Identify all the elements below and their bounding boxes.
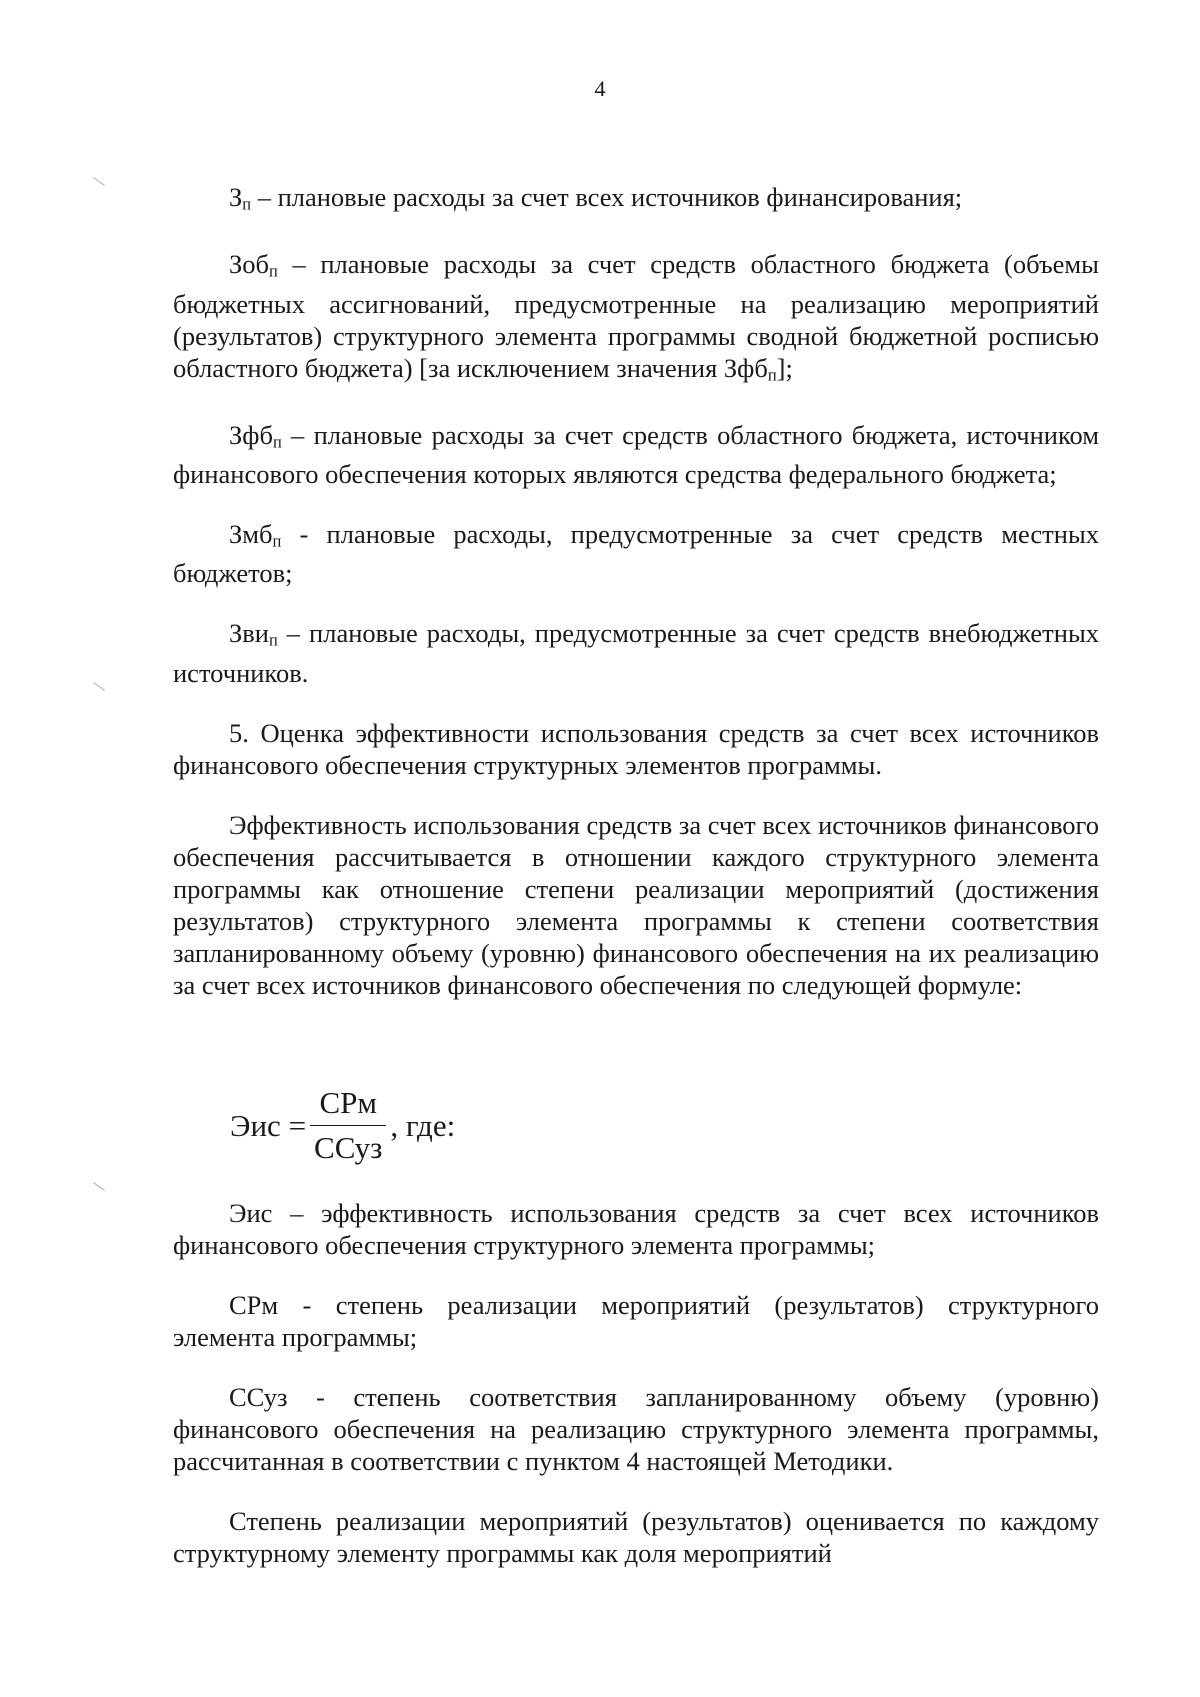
scan-mark [93, 1182, 105, 1191]
scan-mark [93, 177, 105, 186]
document-body [173, 181, 1099, 1029]
subscript: п [242, 194, 252, 214]
definition-zvi [173, 617, 1099, 688]
symbol: Зоб [229, 249, 270, 280]
formula-denominator: ССуз [310, 1125, 386, 1166]
formula-fraction [310, 1085, 386, 1166]
definition-text: - плановые расходы, предусмотренные за счет средств местных бюджетов; [173, 519, 1099, 589]
definition-zob [173, 248, 1099, 391]
formula-suffix: , где: [390, 1107, 456, 1143]
subscript: п [268, 630, 278, 650]
page-number: 4 [594, 76, 606, 101]
definition-text: – плановые расходы за счет средств областного бюджета, источником финансового обеспечения которых являются средства федерального бюджета; [173, 419, 1099, 490]
definition-tail: ]; [776, 352, 793, 383]
subscript: п [269, 261, 278, 281]
definition-ssuz: ССуз - степень соответствия запланированному объему (уровню) финансового обеспечения на реализацию структурного элемента программы, рассчитанная в соответствии с пунктом 4 настоящей Методики. [173, 1382, 1099, 1476]
definition-zp [173, 181, 1099, 220]
symbol: Зви [229, 618, 269, 649]
definition-text: – плановые расходы, предусмотренные за счет средств внебюджетных источников. [173, 618, 1099, 688]
formula-numerator: СРм [319, 1085, 377, 1120]
definitions-bottom [173, 1197, 1099, 1597]
definition-text: – плановые расходы за счет средств областного бюджета (объемы бюджетных ассигнований, предусмотренные на реализацию мероприятий (результатов) структурного элемента программы сводной бюджетной росписью областного бюджета) [за исключением значения Зфб [173, 249, 1099, 383]
subscript: п [272, 432, 282, 452]
definition-text: – плановые расходы за счет всех источников финансирования; [251, 182, 963, 212]
subscript: п [767, 364, 777, 384]
subscript: п [272, 531, 282, 551]
intro-paragraph: Эффективность использования средств за счет всех источников финансового обеспечения рассчитывается в отношении каждого структурного элемента программы как отношение степени реализации мероприятий (достижения результатов) структурного элемента программы к степени соответствия запланированному объему (уровню) финансового обеспечения на их реализацию за счет всех источников финансового обеспечения по следующей формуле: [173, 809, 1099, 1000]
symbol: Змб [229, 519, 273, 550]
section-heading: 5. Оценка эффективности использования средств за счет всех источников финансового обеспечения структурных элементов программы. [173, 717, 1099, 780]
definition-zmb [173, 518, 1099, 589]
symbol: З [229, 182, 243, 212]
efficiency-formula [230, 1085, 455, 1166]
definition-srm: СРм - степень реализации мероприятий (результатов) структурного элемента программы; [173, 1290, 1099, 1352]
scan-mark [93, 682, 105, 691]
definition-eis: Эис – эффективность использования средств за счет всех источников финансового обеспечения структурного элемента программы; [173, 1198, 1099, 1260]
definition-zfb [173, 419, 1099, 490]
paragraph-degree-of-implementation: Степень реализации мероприятий (результатов) оценивается по каждому структурному элементу программы как доля мероприятий [173, 1506, 1099, 1568]
symbol: Зфб [229, 419, 273, 450]
formula-lhs: Эис = [230, 1107, 307, 1143]
